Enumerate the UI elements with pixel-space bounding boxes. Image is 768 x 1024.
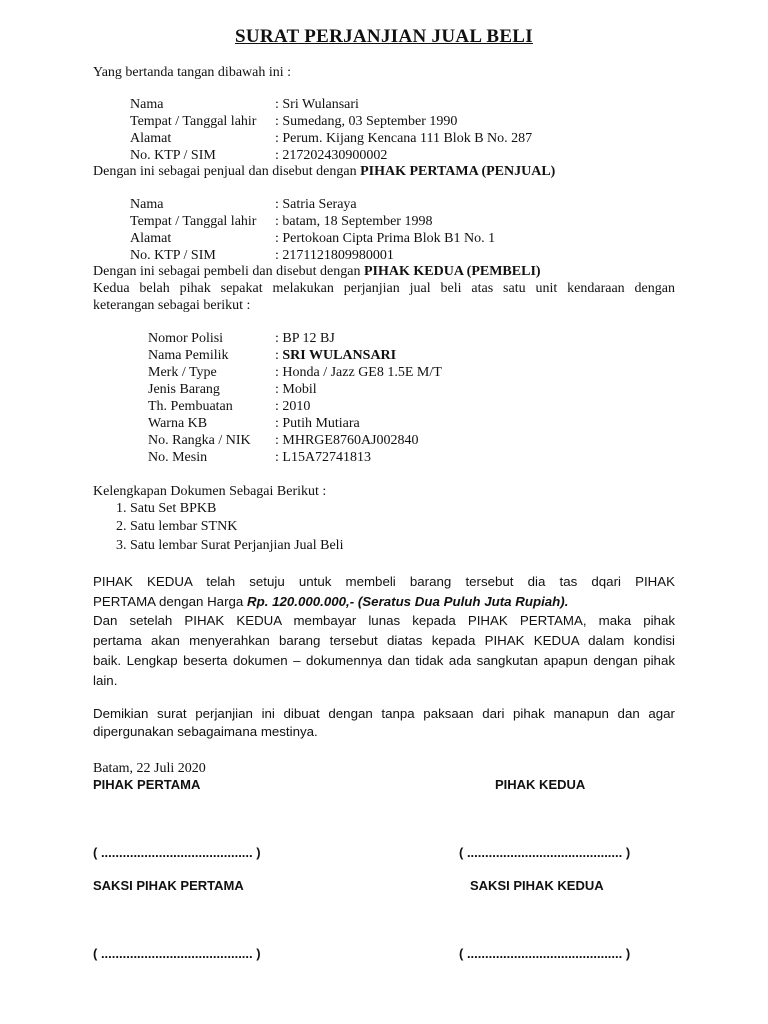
paragraph-closing-line: Demikian surat perjanjian ini dibuat dengan tanpa paksaan dari pihak manapun dan agar [93,706,675,721]
vehicle-tahun-label: Th. Pembuatan [148,399,233,414]
paragraph-closing-line: dipergunakan sebagaimana mestinya. [93,724,318,739]
buyer-name: : Satria Seraya [275,197,357,212]
paragraph-payment-line: baik. Lengkap beserta dokumen – dokumennya dan tidak ada sangkutan apapun dengan pihak [93,653,675,668]
buyer-role: PIHAK KEDUA (PEMBELI) [363,264,541,279]
vehicle-jenis-label: Jenis Barang [148,382,220,397]
docs-item-3 [116,537,343,554]
vehicle-pemilik-label: Nama Pemilik [148,348,229,363]
seller-role-line [93,163,555,180]
paragraph-payment-line: lain. [93,673,118,688]
price-value: Rp. 120.000.000,- (Seratus Dua Puluh Juta Rupiah). [247,594,569,609]
vehicle-warna-label: Warna KB [148,416,208,431]
buyer-ttl: : batam, 18 September 1998 [275,214,433,229]
seller-role-pre: Dengan ini sebagai penjual dan disebut dengan [93,164,361,179]
label-ttl: Tempat / Tanggal lahir [130,114,257,129]
docs-item-number: 3. [116,538,130,553]
label-ttl: Tempat / Tanggal lahir [130,214,257,229]
seller-role: PIHAK PERTAMA (PENJUAL) [360,164,556,179]
signature-saksi-pertama-label: SAKSI PIHAK PERTAMA [93,878,244,893]
buyer-ktp: : 2171121809980001 [275,248,394,263]
vehicle-merk: : Honda / Jazz GE8 1.5E M/T [275,365,442,380]
agreement-line-1: Kedua belah pihak sepakat melakukan perjanjian jual beli atas satu unit kendaraan dengan [93,281,675,296]
docs-item-text: Satu lembar STNK [130,519,238,534]
seller-name: : Sri Wulansari [275,97,359,112]
docs-item-number: 1. [116,501,130,516]
paragraph-price [93,572,675,612]
place-date: Batam, 22 Juli 2020 [93,761,206,776]
paragraph-payment-line: Dan setelah PIHAK KEDUA membayar lunas kepada PIHAK PERTAMA, maka pihak [93,613,675,628]
paragraph-payment-line: pertama akan menyerahkan barang tersebut diatas kepada PIHAK KEDUA dalam kondisi [93,633,675,648]
docs-heading: Kelengkapan Dokumen Sebagai Berikut : [93,484,327,499]
vehicle-rangka: : MHRGE8760AJ002840 [275,433,419,448]
vehicle-jenis: : Mobil [275,382,317,397]
vehicle-merk-label: Merk / Type [148,365,217,380]
vehicle-pemilik: SRI WULANSARI [282,348,397,363]
vehicle-rangka-label: No. Rangka / NIK [148,433,251,448]
label-alamat: Alamat [130,231,172,246]
docs-item-2 [116,518,237,535]
signature-saksi-kedua-label: SAKSI PIHAK KEDUA [470,878,604,893]
signature-line-right: ( ........................................... ) [459,845,631,860]
label-nama: Nama [130,97,164,112]
seller-alamat: : Perum. Kijang Kencana 111 Blok B No. 287 [275,131,533,146]
intro-text: Yang bertanda tangan dibawah ini : [93,65,292,80]
paragraph-payment [93,611,675,691]
seller-ttl: : Sumedang, 03 September 1990 [275,114,458,129]
label-ktp: No. KTP / SIM [130,248,216,263]
buyer-role-line [93,263,541,280]
vehicle-mesin-label: No. Mesin [148,450,208,465]
vehicle-pemilik-colon: : [275,348,283,363]
agreement-line-2: keterangan sebagai berikut : [93,298,251,313]
paragraph-closing [93,705,675,741]
signature-pihak-pertama-label: PIHAK PERTAMA [93,777,201,792]
buyer-alamat: : Pertokoan Cipta Prima Blok B1 No. 1 [275,231,496,246]
paragraph-price-line-1: PIHAK KEDUA telah setuju untuk membeli barang tersebut dia tas dqari PIHAK [93,574,675,589]
signature-line-left: ( .......................................... ) [93,845,261,860]
docs-item-text: Satu Set BPKB [130,501,217,516]
signature-line-left-2: ( .......................................... ) [93,946,261,961]
vehicle-tahun: : 2010 [275,399,311,414]
paragraph-price-line-2 [93,592,675,612]
buyer-role-pre: Dengan ini sebagai pembeli dan disebut dengan [93,264,364,279]
label-alamat: Alamat [130,131,172,146]
docs-item-1 [116,500,216,517]
signature-pihak-kedua-label: PIHAK KEDUA [495,777,586,792]
vehicle-warna: : Putih Mutiara [275,416,360,431]
docs-item-number: 2. [116,519,130,534]
vehicle-mesin: : L15A72741813 [275,450,372,465]
seller-ktp: : 217202430900002 [275,148,388,163]
label-nama: Nama [130,197,164,212]
label-ktp: No. KTP / SIM [130,148,216,163]
vehicle-nopol: : BP 12 BJ [275,331,335,346]
signature-line-right-2: ( ........................................... ) [459,946,631,961]
price-pre: PERTAMA dengan Harga [93,594,247,609]
docs-item-text: Satu lembar Surat Perjanjian Jual Beli [130,538,344,553]
vehicle-nopol-label: Nomor Polisi [148,331,224,346]
document-title: SURAT PERJANJIAN JUAL BELI [235,26,533,47]
